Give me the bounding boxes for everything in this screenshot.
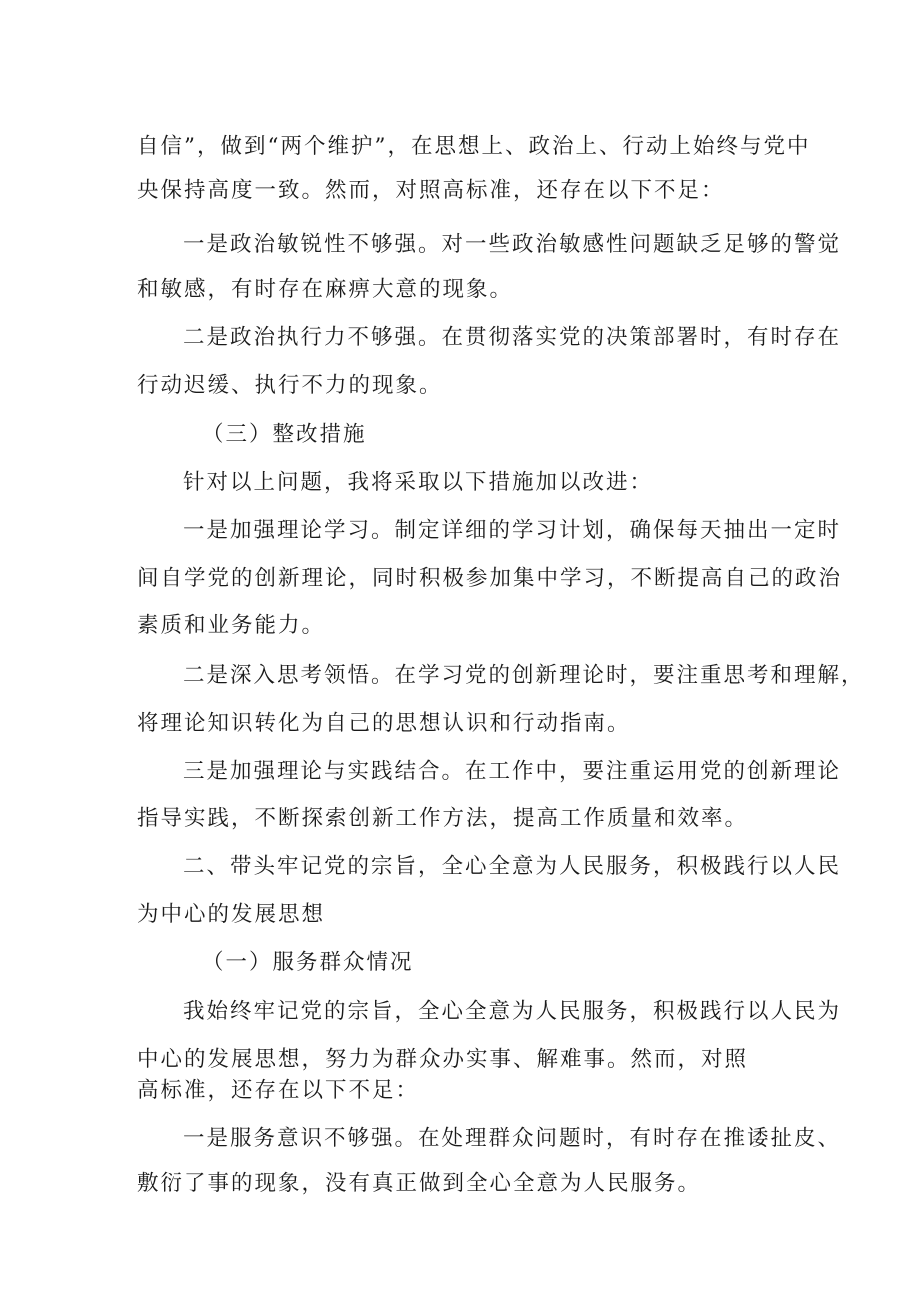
section-heading: 二、带头牢记党的宗旨，全心全意为人民服务，积极践行以人民 (183, 854, 842, 879)
text-line: 自信”，做到“两个维护”，在思想上、政治上、行动上始终与党中 (137, 134, 811, 159)
text-line: 一是政治敏锐性不够强。对一些政治敏感性问题缺乏足够的警觉 (183, 232, 842, 257)
text-line: 中心的发展思想，努力为群众办实事、解难事。然而，对照 (137, 1047, 749, 1072)
text-line: 敷衍了事的现象，没有真正做到全心全意为人民服务。 (137, 1171, 702, 1196)
section-heading: （三）整改措施 (202, 422, 367, 447)
text-line: 我始终牢记党的宗旨，全心全意为人民服务，积极践行以人民为 (183, 999, 842, 1024)
text-line: 将理论知识转化为自己的思想认识和行动指南。 (137, 711, 631, 736)
text-line: 和敏感，有时存在麻痹大意的现象。 (137, 277, 514, 302)
text-line: 高标准，还存在以下不足： (137, 1078, 420, 1103)
section-heading: （一）服务群众情况 (202, 950, 414, 975)
text-line: 二是政治执行力不够强。在贯彻落实党的决策部署时，有时存在 (183, 325, 842, 350)
text-line: 二是深入思考领悟。在学习党的创新理论时，要注重思考和理解， (183, 663, 865, 688)
text-line: 针对以上问题，我将采取以下措施加以改进： (183, 470, 654, 495)
text-line: 行动迟缓、执行不力的现象。 (137, 373, 443, 398)
text-line: 一是加强理论学习。制定详细的学习计划，确保每天抽出一定时 (183, 518, 842, 543)
text-line: 三是加强理论与实践结合。在工作中，要注重运用党的创新理论 (183, 759, 842, 784)
text-line: 一是服务意识不够强。在处理群众问题时，有时存在推诿扯皮、 (183, 1126, 842, 1151)
text-line: 素质和业务能力。 (137, 613, 326, 638)
section-heading: 为中心的发展思想 (137, 902, 326, 927)
text-line: 央保持高度一致。然而，对照高标准，还存在以下不足： (137, 178, 725, 203)
text-line: 间自学党的创新理论，同时积极参加集中学习，不断提高自己的政治 (137, 566, 843, 591)
text-line: 指导实践，不断探索创新工作方法，提高工作质量和效率。 (137, 806, 749, 831)
